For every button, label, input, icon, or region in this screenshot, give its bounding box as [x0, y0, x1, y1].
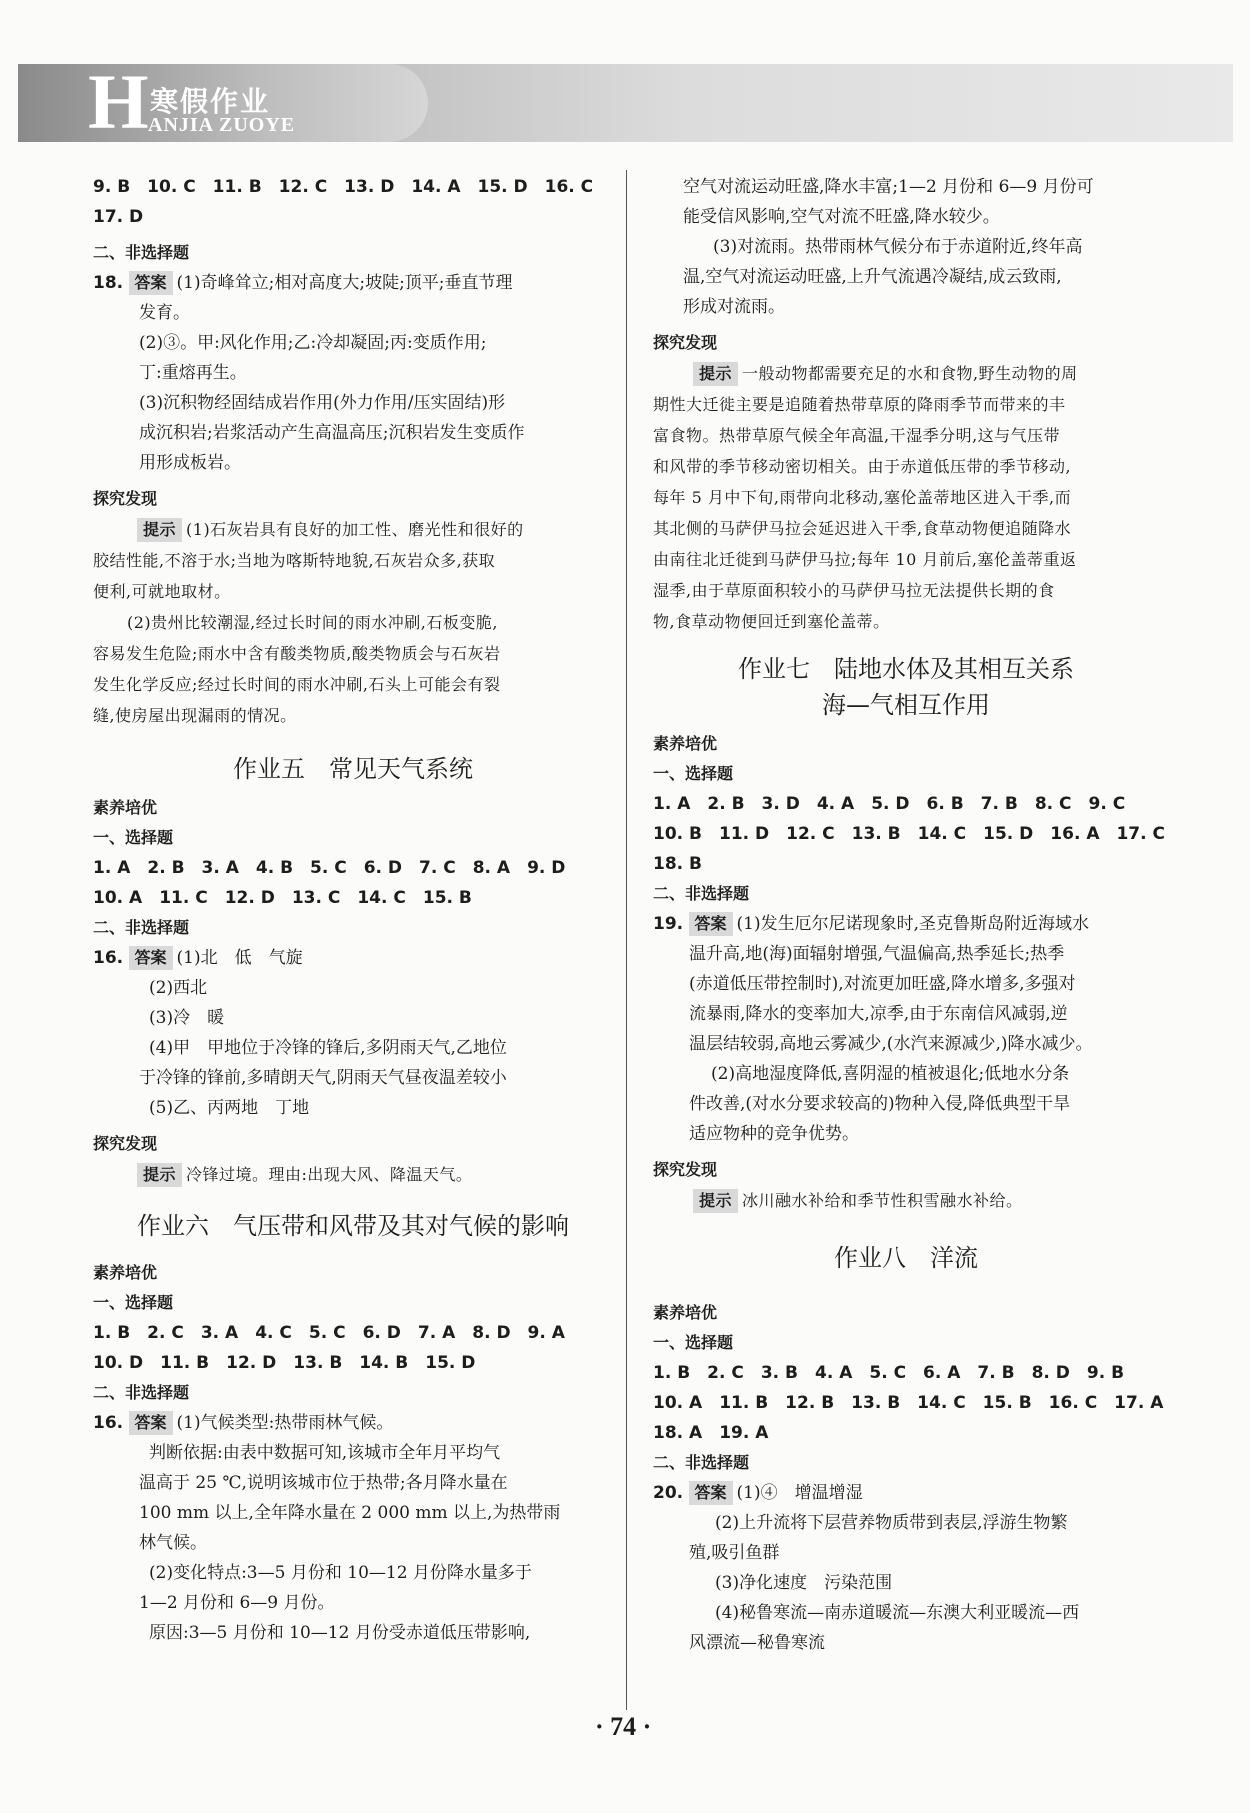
question-20 — [653, 1478, 1159, 1508]
answer-row: 1. B 2. C 3. A 4. C 5. C 6. D 7. A 8. D 9. A — [93, 1323, 565, 1343]
text-line: 殖,吸引鱼群 — [689, 1543, 780, 1563]
hint-line — [653, 358, 1159, 389]
text-line: 风漂流—秘鲁寒流 — [689, 1633, 825, 1653]
text-line: 和风带的季节移动密切相关。由于赤道低压带的季节移动, — [653, 457, 1072, 476]
text-line: 发生化学反应;经过长时间的雨水冲刷,石头上可能会有裂 — [93, 675, 501, 694]
text-line: 由南往北迁徙到马萨伊马拉;每年 10 月前后,塞伦盖蒂重返 — [653, 550, 1077, 569]
answer-badge: 答案 — [689, 1481, 733, 1505]
text-line: 流暴雨,降水的变率加大,凉季,由于东南信风减弱,逆 — [689, 1004, 1068, 1024]
text-line: 容易发生危险;雨水中含有酸类物质,酸类物质会与石灰岩 — [93, 644, 501, 663]
section-heading: 一、选择题 — [93, 828, 174, 847]
answer-badge: 答案 — [129, 1411, 173, 1435]
text-line: 原因:3—5 月份和 10—12 月份受赤道低压带影响, — [149, 1623, 531, 1643]
answer-row: 18. B — [653, 854, 702, 874]
answer-row: 10. A 11. B 12. B 13. B 14. C 15. B 16. C 17. A — [653, 1393, 1164, 1413]
section-heading: 素养培优 — [653, 734, 718, 753]
question-16b — [93, 1408, 603, 1438]
hint-badge: 提示 — [137, 1163, 182, 1187]
question-number: 16. — [93, 948, 124, 968]
answer-badge: 答案 — [689, 912, 733, 936]
section-heading: 二、非选择题 — [653, 1453, 750, 1472]
text-line: (1)④ 增温增湿 — [736, 1483, 863, 1503]
text-line: (3)冷 暖 — [149, 1008, 225, 1028]
answer-row: 18. A 19. A — [653, 1423, 769, 1443]
text-line: 林气候。 — [139, 1533, 207, 1553]
page-header — [18, 58, 1233, 145]
text-line: 形成对流雨。 — [683, 297, 785, 317]
question-number: 16. — [93, 1413, 124, 1433]
section-heading: 二、非选择题 — [93, 918, 190, 937]
text-line: 冷锋过境。理由:出现大风、降温天气。 — [186, 1165, 473, 1184]
text-line: (2)高地湿度降低,喜阴湿的植被退化;低地水分条 — [711, 1064, 1070, 1084]
answer-badge: 答案 — [129, 946, 173, 970]
text-line: 温升高,地(海)面辐射增强,气温偏高,热季延长;热季 — [689, 944, 1065, 964]
text-line: (4)甲 甲地位于冷锋的锋后,多阴雨天气,乙地位 — [149, 1038, 507, 1058]
section-heading: 二、非选择题 — [653, 884, 750, 903]
section-heading: 一、选择题 — [653, 764, 734, 783]
section-heading: 素养培优 — [93, 1263, 158, 1282]
hint-line — [103, 514, 603, 545]
answer-row: 10. D 11. B 12. D 13. B 14. B 15. D — [93, 1353, 476, 1373]
text-line: 判断依据:由表中数据可知,该城市全年月平均气 — [149, 1443, 501, 1463]
answer-row: 17. D — [93, 207, 144, 227]
explore-heading: 探究发现 — [93, 1134, 158, 1153]
column-divider — [626, 170, 627, 1710]
hint-badge: 提示 — [137, 518, 182, 542]
text-line: 温层结较弱,高地云雾减少,(水汽来源减少,)降水减少。 — [689, 1034, 1093, 1054]
header-title: 寒假作业 — [150, 85, 271, 118]
explore-heading: 探究发现 — [653, 1160, 718, 1179]
text-line: 用形成板岩。 — [139, 453, 241, 473]
text-line: 缝,使房屋出现漏雨的情况。 — [93, 706, 297, 725]
section-heading: 二、非选择题 — [93, 1383, 190, 1402]
text-line: 冰川融水补给和季节性积雪融水补给。 — [742, 1191, 1023, 1210]
text-line: 发育。 — [139, 303, 190, 323]
question-number: 18. — [93, 273, 124, 293]
answer-row: 9. B 10. C 11. B 12. C 13. D 14. A 15. D 16. C — [93, 177, 594, 197]
header-subtitle: ANJIA ZUOYE — [148, 114, 296, 136]
answer-row: 10. A 11. C 12. D 13. C 14. C 15. B — [93, 888, 472, 908]
text-line: (1)奇峰耸立;相对高度大;坡陡;顶平;垂直节理 — [176, 273, 513, 293]
hint-line — [103, 1159, 603, 1190]
question-number: 20. — [653, 1483, 684, 1503]
question-number: 19. — [653, 914, 684, 934]
left-column — [93, 172, 603, 1648]
text-line: (1)发生厄尔尼诺现象时,圣克鲁斯岛附近海域水 — [736, 914, 1090, 934]
text-line: 便利,可就地取材。 — [93, 582, 231, 601]
homework-7-title: 作业七 陆地水体及其相互关系 — [738, 655, 1074, 683]
answer-row: 1. A 2. B 3. D 4. A 5. D 6. B 7. B 8. C 9. C — [653, 794, 1126, 814]
text-line: (4)秘鲁寒流—南赤道暖流—东澳大利亚暖流—西 — [715, 1603, 1080, 1623]
section-heading: 素养培优 — [93, 798, 158, 817]
text-line: 温,空气对流运动旺盛,上升气流遇冷凝结,成云致雨, — [683, 267, 1062, 287]
text-line: (1)气候类型:热带雨林气候。 — [176, 1413, 394, 1433]
text-line: 件改善,(对水分要求较高的)物种入侵,降低典型干旱 — [689, 1094, 1071, 1114]
homework-8-title: 作业八 洋流 — [834, 1244, 978, 1272]
answer-badge: 答案 — [129, 271, 173, 295]
text-line: (2)西北 — [149, 978, 208, 998]
section-heading: 一、选择题 — [93, 1293, 174, 1312]
answer-row: 10. B 11. D 12. C 13. B 14. C 15. D 16. A 17. C — [653, 824, 1165, 844]
text-line: (1)石灰岩具有良好的加工性、磨光性和很好的 — [186, 520, 524, 539]
hint-badge: 提示 — [693, 362, 738, 386]
text-line: (3)沉积物经固结成岩作用(外力作用/压实固结)形 — [139, 393, 506, 413]
text-line: (3)净化速度 污染范围 — [715, 1573, 893, 1593]
section-heading: 二、非选择题 — [93, 243, 190, 262]
text-line: 能受信风影响,空气对流不旺盛,降水较少。 — [683, 207, 1000, 227]
text-line: 适应物种的竞争优势。 — [689, 1124, 859, 1144]
hint-badge: 提示 — [693, 1189, 738, 1213]
text-line: 胶结性能,不溶于水;当地为喀斯特地貌,石灰岩众多,获取 — [93, 551, 496, 570]
text-line: 期性大迁徙主要是追随着热带草原的降雨季节而带来的丰 — [653, 395, 1066, 414]
explore-heading: 探究发现 — [93, 489, 158, 508]
text-line: (1)北 低 气旋 — [176, 948, 303, 968]
header-logo-letter: H — [88, 58, 149, 145]
homework-7-subtitle: 海—气相互作用 — [822, 691, 990, 719]
answer-row: 1. A 2. B 3. A 4. B 5. C 6. D 7. C 8. A 9. D — [93, 858, 566, 878]
text-line: 1—2 月份和 6—9 月份。 — [139, 1593, 335, 1613]
section-heading: 一、选择题 — [653, 1333, 734, 1352]
explore-heading: 探究发现 — [653, 333, 718, 352]
text-line: 丁:重熔再生。 — [139, 363, 247, 383]
question-18 — [93, 268, 603, 298]
homework-6-title: 作业六 气压带和风带及其对气候的影响 — [137, 1212, 569, 1240]
answer-row: 1. B 2. C 3. B 4. A 5. C 6. A 7. B 8. D 9. B — [653, 1363, 1125, 1383]
text-line: 100 mm 以上,全年降水量在 2 000 mm 以上,为热带雨 — [139, 1503, 561, 1523]
text-line: (赤道低压带控制时),对流更加旺盛,降水增多,多强对 — [689, 974, 1076, 994]
text-line: 一般动物都需要充足的水和食物,野生动物的周 — [742, 364, 1078, 383]
text-line: (3)对流雨。热带雨林气候分布于赤道附近,终年高 — [713, 237, 1083, 257]
text-line: 每年 5 月中下旬,雨带向北移动,塞伦盖蒂地区进入干季,而 — [653, 488, 1072, 507]
text-line: 空气对流运动旺盛,降水丰富;1—2 月份和 6—9 月份可 — [683, 177, 1094, 197]
text-line: (2)上升流将下层营养物质带到表层,浮游生物繁 — [715, 1513, 1068, 1533]
right-column — [653, 172, 1165, 1658]
text-line: 温高于 25 ℃,说明该城市位于热带;各月降水量在 — [139, 1473, 508, 1493]
text-line: 其北侧的马萨伊马拉会延迟进入干季,食草动物便追随降水 — [653, 519, 1072, 538]
question-19 — [653, 909, 1159, 939]
question-16 — [93, 943, 603, 973]
hint-line — [653, 1185, 1159, 1216]
text-line: 湿季,由于草原面积较小的马萨伊马拉无法提供长期的食 — [653, 581, 1055, 600]
text-line: 物,食草动物便回迁到塞伦盖蒂。 — [653, 612, 890, 631]
homework-5-title: 作业五 常见天气系统 — [233, 755, 473, 783]
page-number: · 74 · — [595, 1712, 652, 1741]
text-line: 于冷锋的锋前,多晴朗天气,阴雨天气昼夜温差较小 — [139, 1068, 507, 1088]
text-line: (2)变化特点:3—5 月份和 10—12 月份降水量多于 — [149, 1563, 532, 1583]
text-line: 成沉积岩;岩浆活动产生高温高压;沉积岩发生变质作 — [139, 423, 525, 443]
text-line: (5)乙、丙两地 丁地 — [149, 1098, 310, 1118]
text-line: (2)③。甲:风化作用;乙:冷却凝固;丙:变质作用; — [139, 333, 487, 353]
text-line: 富食物。热带草原气候全年高温,干湿季分明,这与气压带 — [653, 426, 1061, 445]
text-line: (2)贵州比较潮湿,经过长时间的雨水冲刷,石板变脆, — [127, 613, 498, 632]
section-heading: 素养培优 — [653, 1303, 718, 1322]
